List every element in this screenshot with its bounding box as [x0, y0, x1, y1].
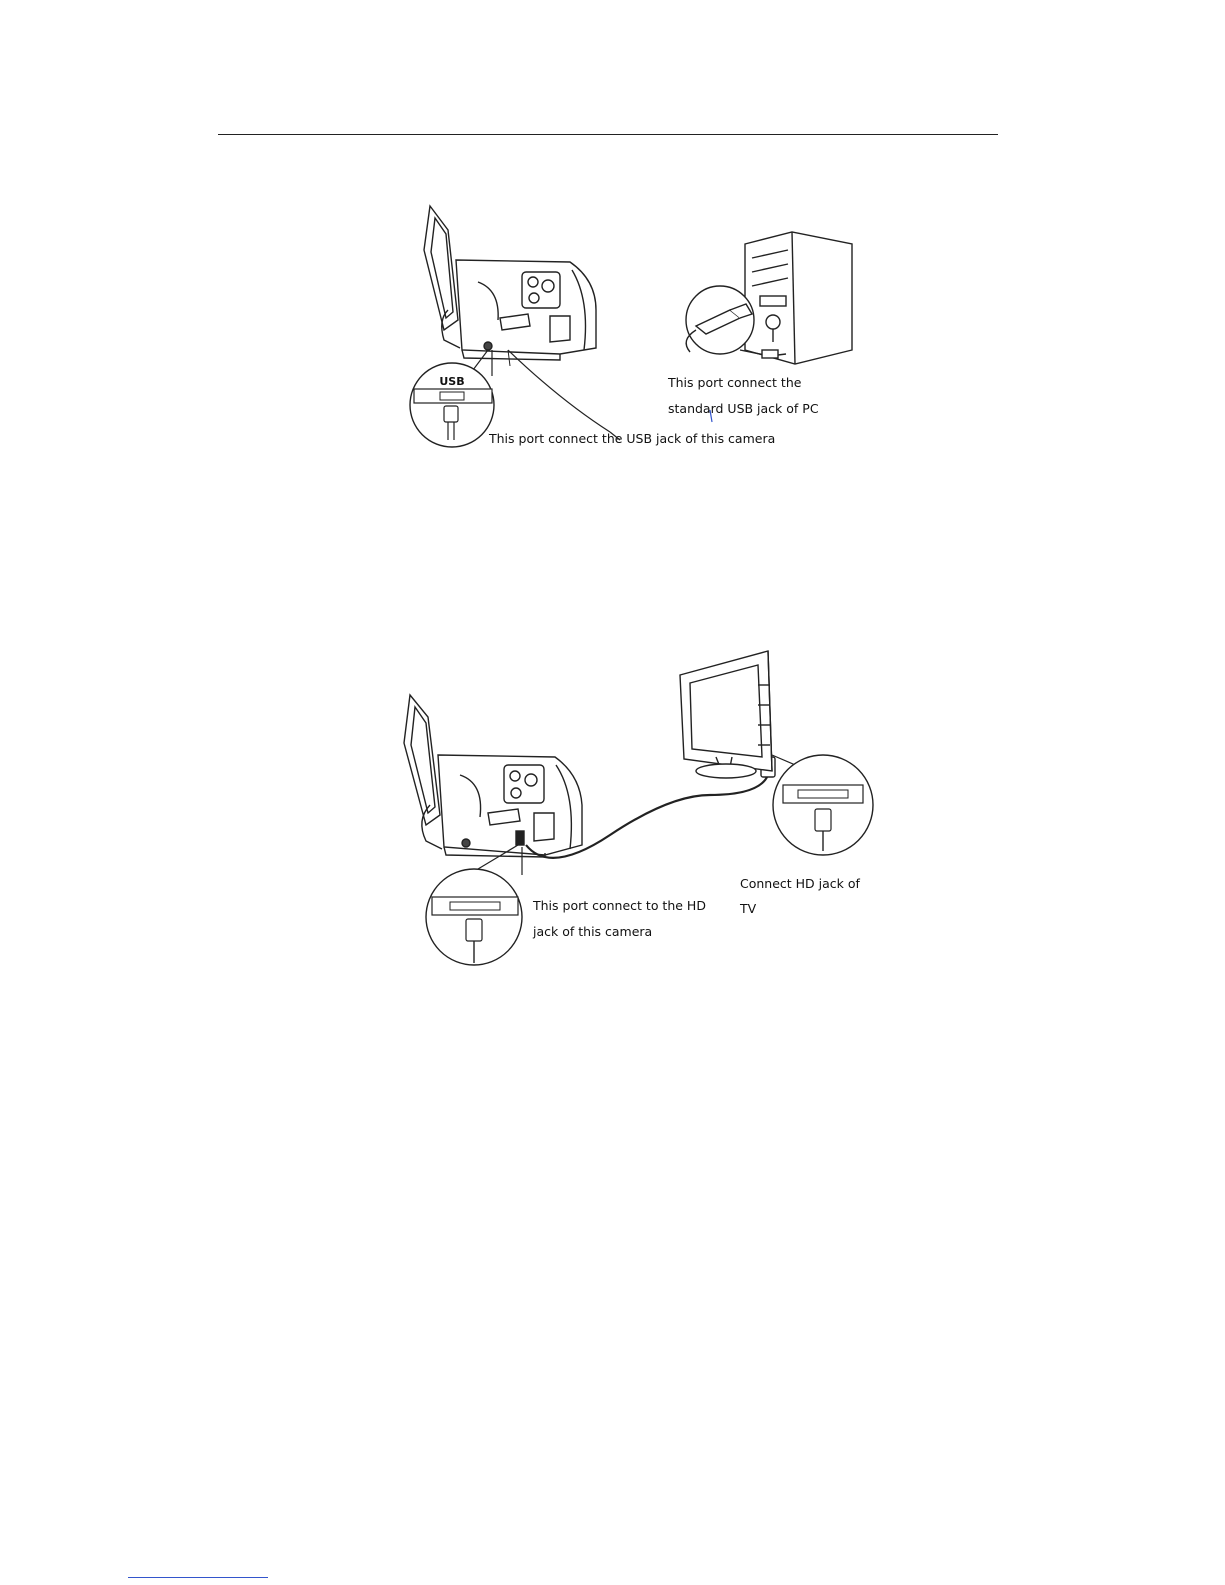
usb-port-zoom-circle: [410, 350, 494, 447]
footnote-rule: [128, 1577, 268, 1578]
hd-port-zoom-circle: [426, 845, 522, 965]
hd-connection-figure: [380, 645, 880, 970]
tv-monitor-illustration: [680, 651, 772, 778]
pc-usb-label-line1: This port connect the: [668, 375, 802, 390]
tv-hd-port-zoom-circle: [772, 755, 873, 855]
pc-tower-illustration: [686, 232, 852, 364]
camera-hd-label-line2: jack of this camera: [533, 924, 653, 939]
tv-hd-label-line2: TV: [740, 901, 757, 916]
usb-connection-figure: [400, 200, 860, 470]
pc-usb-label-line2: standard USB jack of PC: [668, 401, 819, 416]
camcorder-illustration: [424, 206, 596, 360]
hd-connection-diagram: [380, 645, 880, 970]
tv-hd-label-line1: Connect HD jack of: [740, 876, 860, 891]
header-rule: [218, 134, 998, 135]
camera-usb-label: This port connect the USB jack of this camera: [489, 431, 776, 446]
usb-cable: [508, 350, 610, 432]
usb-port-label: USB: [439, 375, 465, 388]
camera-hd-label-line1: This port connect to the HD: [533, 898, 706, 913]
camcorder-illustration: [404, 695, 582, 857]
usb-connection-diagram: [400, 200, 860, 470]
